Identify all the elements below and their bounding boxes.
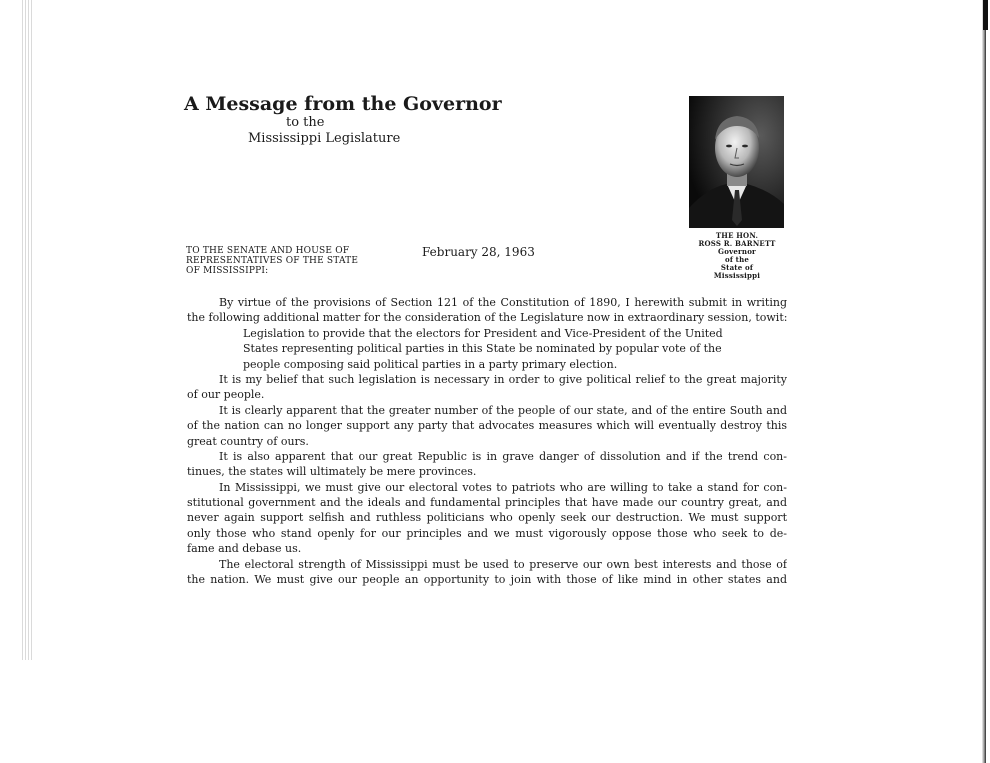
addressee-line: REPRESENTATIVES OF THE STATE: [186, 256, 359, 266]
subtitle-legislature: Mississippi Legislature: [248, 131, 401, 146]
addressee-block: [186, 246, 406, 276]
governor-portrait: [689, 96, 784, 228]
body-line: fame and debase us.: [187, 542, 302, 556]
letter-body: [187, 295, 787, 587]
body-line: never again support selfish and ruthless politicians who openly seek our destruction. We must support: [187, 511, 787, 525]
body-line: It is my belief that such legislation is necessary in order to give political relief to the great majority: [219, 372, 787, 386]
addressee-line: TO THE SENATE AND HOUSE OF: [186, 246, 350, 256]
letter-date: February 28, 1963: [422, 245, 535, 259]
governor-portrait-photo-icon: [689, 96, 784, 228]
body-line: stitutional government and the ideals and fundamental principles that have made our country great, and: [187, 496, 787, 510]
caption-line: Mississippi: [713, 271, 761, 280]
caption-line: Governor: [718, 247, 756, 256]
body-line: The electoral strength of Mississippi must be used to preserve our own best interests and those of: [219, 557, 787, 571]
subtitle-to: to the: [286, 115, 325, 130]
body-line: the following additional matter for the consideration of the Legislature now in extraordinary session, towit:: [187, 311, 787, 325]
portrait-caption: [676, 232, 798, 280]
body-line: the nation. We must give our people an opportunity to join with those of like mind in other states and: [187, 573, 787, 587]
document-title: A Message from the Governor: [184, 93, 502, 115]
caption-line: State of: [720, 263, 754, 272]
body-line: people composing said political parties in a party primary election.: [243, 357, 618, 371]
body-line: States representing political parties in this State be nominated by popular vote of the: [243, 342, 722, 356]
body-line: only those who stand openly for our principles and we must vigorously oppose those who seek to de-: [187, 526, 787, 540]
body-line: tinues, the states will ultimately be mere provinces.: [187, 465, 477, 479]
body-line: of our people.: [187, 388, 265, 402]
body-line: great country of ours.: [187, 434, 309, 448]
body-line: It is also apparent that our great Republic is in grave danger of dissolution and if the trend con-: [219, 449, 787, 463]
caption-line: THE HON.: [715, 231, 759, 240]
body-line: of the nation can no longer support any party that advocates measures which will eventually destroy this: [187, 419, 787, 433]
body-line: In Mississippi, we must give our electoral votes to patriots who are willing to take a stand for con-: [219, 480, 787, 494]
body-line: By virtue of the provisions of Section 121 of the Constitution of 1890, I herewith submit in writing: [219, 296, 787, 309]
document-header: [184, 93, 502, 147]
scan-edge-right: [982, 0, 986, 763]
addressee-line: OF MISSISSIPPI:: [186, 266, 269, 276]
caption-line: of the: [724, 255, 750, 264]
caption-line: ROSS R. BARNETT: [698, 239, 776, 248]
body-line: It is clearly apparent that the greater number of the people of our state, and of the entire South and: [219, 403, 787, 417]
scan-edge-right-top: [983, 0, 988, 30]
body-line: Legislation to provide that the electors for President and Vice-President of the United: [243, 326, 723, 340]
scan-edge-left: [22, 0, 34, 660]
